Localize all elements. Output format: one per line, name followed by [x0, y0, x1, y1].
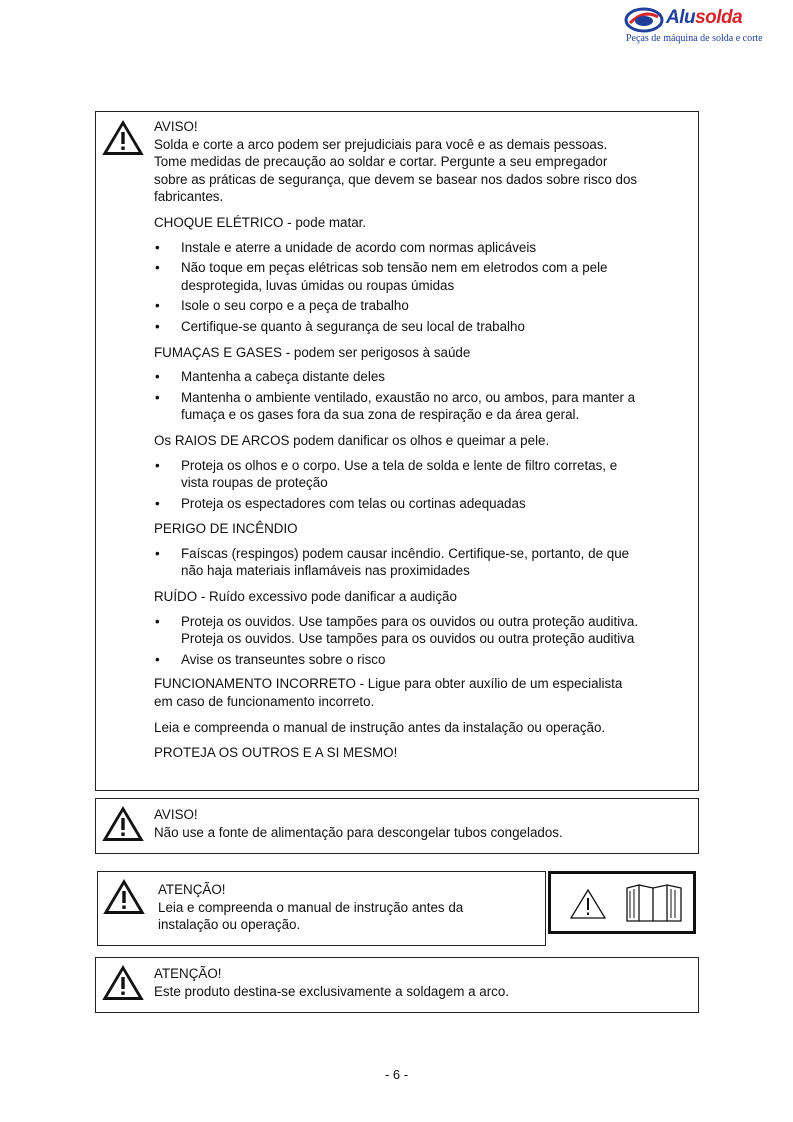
list-item-line: vista roupas de proteção: [181, 475, 328, 491]
list-item: [154, 651, 694, 669]
box-line: instalação ou operação.: [158, 917, 301, 933]
closing-line: PROTEJA OS OUTROS E A SI MESMO!: [154, 745, 398, 761]
box-line: Leia e compreenda o manual de instrução antes da: [158, 899, 464, 915]
box-title: AVISO!: [154, 119, 198, 134]
list-item: [154, 239, 694, 257]
list-item-line: • Isole o seu corpo e a peça de trabalho: [181, 298, 409, 314]
warning-triangle-icon: [102, 806, 144, 842]
list-item: [154, 495, 694, 513]
list-item-line: • Mantenha a cabeça distante deles: [181, 369, 385, 385]
intro-line: Solda e corte a arco podem ser prejudiciais para você e as demais pessoas.: [154, 136, 608, 152]
list-item: [154, 389, 694, 424]
warning-box-frozen-pipes-text: [154, 806, 694, 841]
section-heading: FUMAÇAS E GASES - podem ser perigosos à saúde: [154, 344, 471, 360]
logo-swirl-icon: [624, 7, 664, 33]
list-item-line: • Proteja os olhos e o corpo. Use a tela de solda e lente de filtro corretas, e: [181, 457, 618, 473]
list-item-line: • Instale e aterre a unidade de acordo com normas aplicáveis: [181, 239, 537, 255]
page-number: - 6 -: [384, 1067, 409, 1082]
list-item-line: • Mantenha o ambiente ventilado, exaustão no arco, ou ambos, para manter a: [181, 389, 636, 405]
section-heading: PERIGO DE INCÊNDIO: [154, 521, 298, 537]
logo-text-blue: Alu: [666, 7, 696, 28]
attention-box-arc-welding-text: [154, 965, 694, 1000]
list-item-line: • Proteja os ouvidos. Use tampões para os ouvidos ou outra proteção auditiva.: [181, 613, 639, 629]
list-item-line: • Avise os transeuntes sobre o risco: [181, 651, 386, 667]
list-item: [154, 297, 694, 315]
brand-logo: [622, 4, 763, 46]
list-item-line: • Proteja os espectadores com telas ou cortinas adequadas: [181, 495, 526, 511]
closing-line: Leia e compreenda o manual de instrução antes da instalação ou operação.: [154, 719, 606, 735]
box-line: Este produto destina-se exclusivamente a soldagem a arco.: [154, 983, 510, 999]
intro-line: fabricantes.: [154, 189, 224, 205]
warning-triangle-icon: [103, 879, 145, 915]
box-title: ATENÇÃO!: [158, 882, 226, 897]
warning-triangle-icon: [102, 120, 144, 156]
bullet-list: [154, 239, 694, 336]
logo-text-red: solda: [695, 7, 743, 28]
main-warning-content: [154, 118, 694, 762]
logo-tagline: Peças de máquina de solda e corte: [626, 33, 763, 44]
bullet-list: [154, 368, 694, 424]
list-item-line: • Não toque em peças elétricas sob tensão nem em eletrodos com a pele: [181, 260, 608, 276]
section-heading: CHOQUE ELÉTRICO - pode matar.: [154, 214, 367, 230]
list-item-line: fumaça e os gases fora da sua zona de respiração e da área geral.: [181, 407, 580, 423]
bullet-list: [154, 613, 694, 669]
intro-line: sobre as práticas de segurança, que devem se basear nos dados sobre risco dos: [154, 171, 638, 187]
logo-wordmark: [666, 7, 742, 29]
closing-paragraph: [154, 719, 694, 737]
list-item-line: • Faíscas (respingos) podem causar incêndio. Certifique-se, portanto, de que: [181, 545, 630, 561]
list-item: [154, 613, 694, 648]
box-line: Não use a fonte de alimentação para descongelar tubos congelados.: [154, 824, 563, 840]
closing-paragraph: [154, 675, 694, 710]
attention-box-manual-text: [158, 881, 538, 934]
closing-line: em caso de funcionamento incorreto.: [154, 694, 375, 710]
list-item: [154, 368, 694, 386]
box-title: ATENÇÃO!: [154, 966, 222, 981]
box-title: AVISO!: [154, 807, 198, 822]
list-item: [154, 457, 694, 492]
intro-line: Tome medidas de precaução ao soldar e cortar. Pergunte a seu empregador: [154, 154, 608, 170]
list-item: [154, 545, 694, 580]
bullet-list: [154, 457, 694, 513]
warning-triangle-icon: [102, 965, 144, 1001]
section-heading: RUÍDO - Ruído excessivo pode danificar a audição: [154, 589, 457, 605]
closing-line: FUNCIONAMENTO INCORRETO - Ligue para obter auxílio de um especialista: [154, 676, 623, 692]
warning-triangle-icon: [569, 888, 607, 920]
list-item-line: • Certifique-se quanto à segurança de seu local de trabalho: [181, 318, 525, 334]
closing-paragraph: [154, 744, 694, 762]
safety-pictogram-panel: [548, 871, 696, 934]
list-item: [154, 259, 694, 294]
list-item-line: não haja materiais inflamáveis nas proximidades: [181, 563, 470, 579]
list-item-line: desprotegida, luvas úmidas ou roupas úmidas: [181, 277, 455, 293]
bullet-list: [154, 545, 694, 580]
manual-book-icon: [623, 882, 685, 924]
section-heading: Os RAIOS DE ARCOS podem danificar os olhos e queimar a pele.: [154, 432, 550, 448]
list-item: [154, 318, 694, 336]
list-item-line: Proteja os ouvidos. Use tampões para os ouvidos ou outra proteção auditiva: [181, 631, 635, 647]
